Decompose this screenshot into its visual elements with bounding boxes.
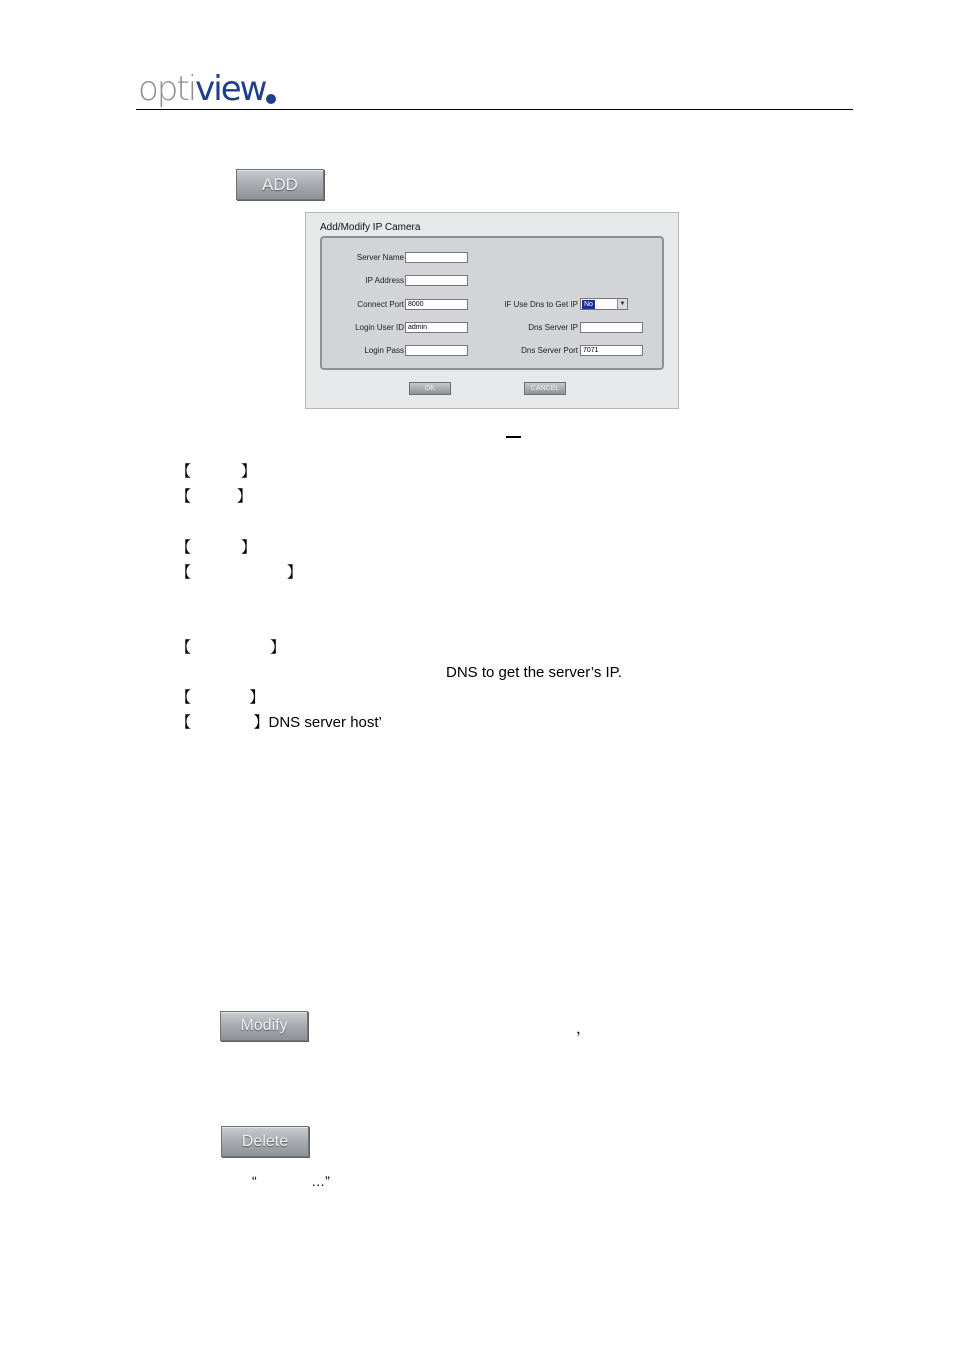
bracket-line-5: 【 】: [176, 639, 286, 656]
header-divider: [136, 109, 853, 110]
modify-note: ，: [576, 1020, 592, 1037]
logo-badge-icon: [266, 94, 276, 104]
dialog-title: Add/Modify IP Camera: [320, 222, 421, 233]
modify-button[interactable]: Modify: [220, 1011, 308, 1041]
dns-server-ip-label: Dns Server IP: [528, 323, 578, 332]
logo-text-opti: opti: [138, 69, 196, 109]
optiview-logo: [138, 64, 276, 109]
add-button[interactable]: ADD: [236, 169, 324, 200]
connect-port-label: Connect Port: [357, 300, 404, 309]
login-pass-label: Login Pass: [364, 346, 404, 355]
use-dns-select[interactable]: [580, 298, 628, 310]
dns-server-ip-input[interactable]: [580, 322, 643, 333]
ip-address-input[interactable]: [405, 275, 468, 286]
server-name-input[interactable]: [405, 252, 468, 263]
login-user-id-input[interactable]: admin: [405, 322, 468, 333]
ip-address-label: IP Address: [365, 276, 404, 285]
login-user-id-label: Login User ID: [355, 323, 404, 332]
use-dns-label: IF Use Dns to Get IP: [504, 300, 578, 309]
bracket-line-7: 【 】DNS server host’: [176, 714, 382, 731]
bracket-line-3: 【 】: [176, 539, 257, 556]
ok-button[interactable]: OK: [409, 382, 451, 395]
bracket-line-4: 【 】: [176, 564, 302, 581]
bracket-line-2: 【 】: [176, 488, 252, 505]
logo-text-view: view: [195, 69, 266, 109]
cancel-button[interactable]: CANCEL: [524, 382, 566, 395]
dns-server-port-input[interactable]: 7071: [580, 345, 643, 356]
dns-description-text: DNS to get the server’s IP.: [446, 664, 622, 681]
bracket-line-1: 【 】: [176, 463, 257, 480]
use-dns-selected-value: No: [584, 300, 593, 308]
login-pass-input[interactable]: [405, 345, 468, 356]
figure-caption-dash: [506, 436, 521, 438]
chevron-down-icon[interactable]: ▼: [617, 299, 627, 309]
bracket-line-6: 【 】: [176, 689, 265, 706]
delete-button[interactable]: Delete: [221, 1126, 309, 1157]
server-name-label: Server Name: [356, 253, 404, 262]
dns-server-port-label: Dns Server Port: [521, 346, 578, 355]
add-modify-ip-camera-dialog: [305, 212, 679, 409]
connect-port-input[interactable]: 8000: [405, 299, 468, 310]
delete-note: “ …”: [252, 1173, 330, 1189]
